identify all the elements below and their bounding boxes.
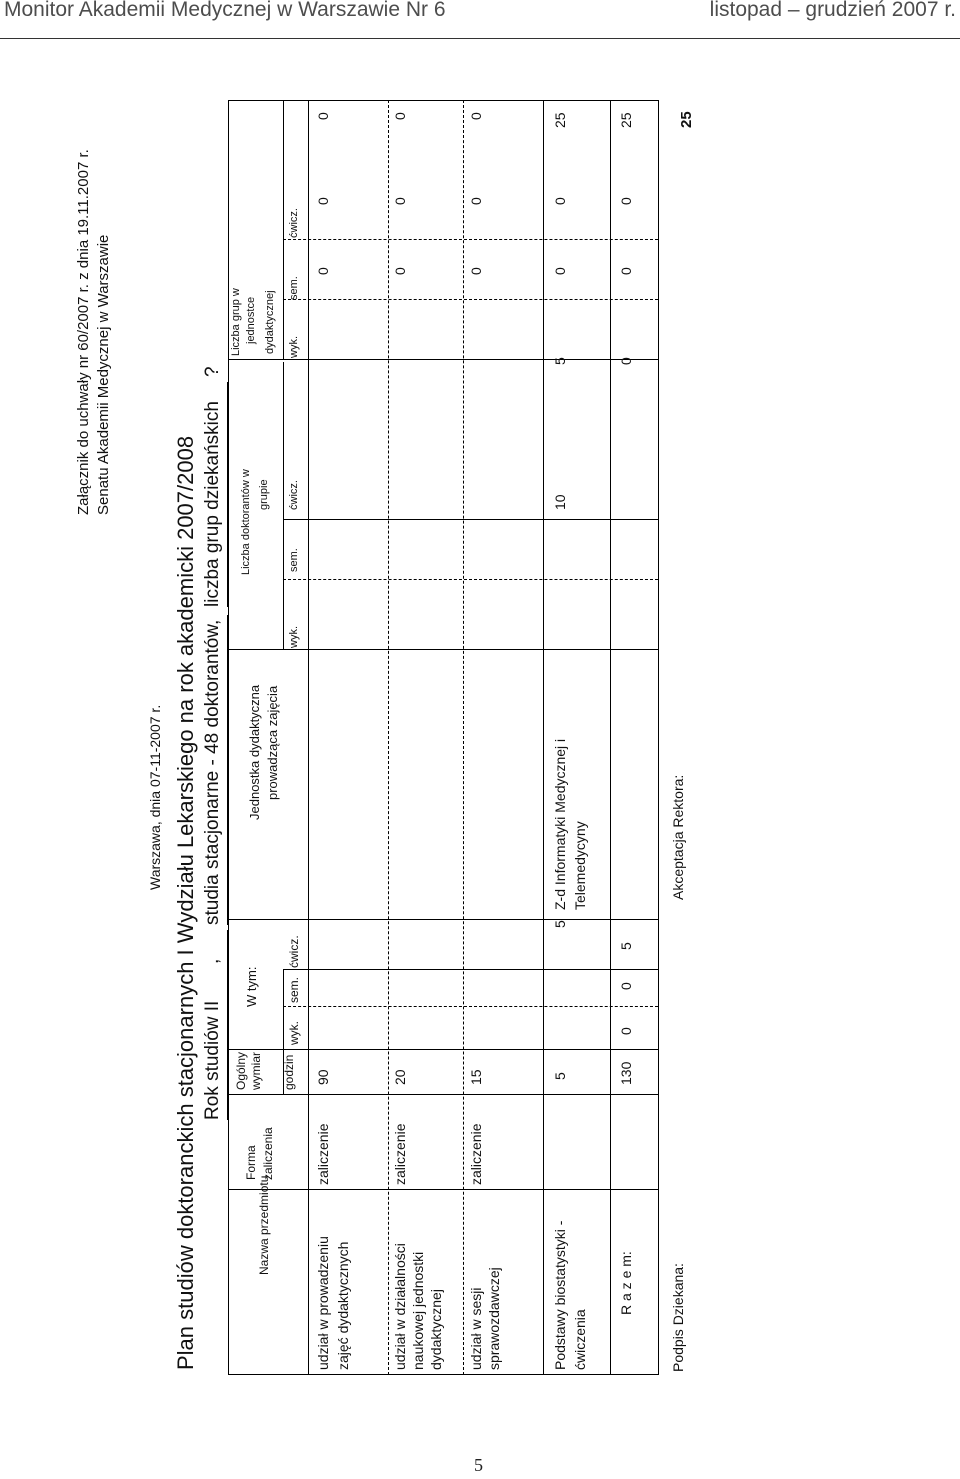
total-groups-wyk: 0 [618, 357, 634, 365]
study-mode: studia stacjonarne - 48 doktorantów, [202, 619, 223, 925]
sum-value: 25 [678, 111, 695, 128]
dean-groups-mark: ? [202, 366, 223, 377]
row-subject-line-2: ćwiczenia [572, 1309, 588, 1370]
row-groups-wyk: 0 [392, 267, 408, 275]
header-groups-unit-2: jednostce [245, 296, 257, 344]
col-border-wyk-sem [283, 1006, 658, 1007]
row-separator-3 [543, 100, 544, 1375]
total-groups-sem: 0 [618, 267, 634, 275]
row-subject-line-2: naukowej jednostki [410, 1251, 426, 1370]
row-total: 5 [552, 1072, 568, 1080]
total-cwicz: 5 [618, 942, 634, 950]
row-separator-2 [463, 100, 464, 1375]
total-label: R a z e m: [618, 1251, 634, 1315]
row-subject-line-1: udział w działalności [392, 1243, 408, 1370]
total-wyk: 0 [618, 1027, 634, 1035]
row-form: zaliczenie [315, 1123, 331, 1185]
attachment-line-1: Załącznik do uchwały nr 60/2007 r. z dnia 19.11.2007 r. [75, 149, 92, 515]
row-groups-cwicz: 0 [392, 112, 408, 120]
dean-signature: Podpis Dziekana: [670, 1263, 686, 1372]
row-form: zaliczenie [392, 1123, 408, 1185]
journal-header [0, 0, 960, 39]
col-border-gu-wyk [283, 299, 658, 300]
page-number: 5 [474, 1455, 483, 1475]
row-unit-line-2: Telemedycyny [572, 821, 588, 910]
header-gu-wyk: wyk. [288, 336, 300, 358]
per-group-subheader-line [283, 362, 284, 650]
col-border-per-group [228, 359, 658, 360]
total-hours: 130 [618, 1061, 634, 1085]
col-border-left [228, 1374, 658, 1375]
col-border-right [228, 100, 658, 101]
header-gu-sem: sem. [288, 276, 300, 300]
row-total: 15 [468, 1069, 484, 1085]
header-bottom-border [308, 100, 309, 1375]
row-unit-line-1: Z-d Informatyki Medycznej i [552, 738, 568, 910]
row-form: zaliczenie [468, 1123, 484, 1185]
header-sem: sem. [287, 976, 301, 1003]
col-border-total [228, 1049, 658, 1050]
attachment-line-2: Senatu Akademii Medycznej w Warszawie [95, 234, 112, 515]
row-groups-cwicz: 0 [468, 112, 484, 120]
row-subject-line-2: zajęć dydaktycznych [335, 1241, 351, 1370]
row-groups-sem: 0 [315, 197, 331, 205]
row-per-group-cwicz: 10 [552, 494, 568, 510]
header-gu-cwicz: ćwicz. [288, 208, 300, 238]
header-of-which: W tym: [244, 966, 259, 1007]
total-groups-cwicz: 0 [618, 197, 634, 205]
place-date: Warszawa, dnia 07-11-2007 r. [147, 704, 163, 890]
plan-title: Plan studiów doktoranckich stacjonarnych I Wydziału Lekarskiego na rok akademicki 2007/2008 [173, 435, 198, 1370]
row-groups-cwicz: 0 [315, 112, 331, 120]
row-separator-1 [388, 100, 389, 1375]
header-groups-unit-3: dydaktycznej [264, 290, 276, 354]
header-cwicz: ćwicz. [287, 935, 301, 968]
header-unit-2: prowadząca zajęcia [265, 685, 280, 800]
study-year-separator: , [202, 958, 223, 964]
row-groups-wyk: 0 [552, 267, 568, 275]
row-total: 90 [315, 1069, 331, 1085]
header-form-1: Forma [244, 1145, 258, 1180]
col-border-pg-sem [283, 519, 658, 520]
header-per-group-1: Liczba doktorantów w [240, 469, 252, 575]
header-total-3: godzin [282, 1054, 296, 1090]
header-wyk: wyk. [287, 1021, 301, 1045]
header-pg-sem: sem. [288, 548, 300, 572]
row-subject-line-1: udział w prowadzeniu [315, 1236, 331, 1370]
col-border-sem-cwicz [283, 969, 658, 970]
issue-date: listopad – grudzień 2007 r. [709, 0, 956, 21]
header-groups-unit-1: Liczba grup w [230, 288, 242, 356]
total-sem: 0 [618, 982, 634, 990]
header-pg-cwicz: ćwicz. [288, 480, 300, 510]
col-border-subject [228, 1189, 658, 1190]
col-border-pg-wyk [283, 579, 658, 580]
header-per-group-2: grupie [258, 479, 270, 510]
total-right-value: 25 [618, 112, 634, 128]
row-groups-sem: 0 [468, 197, 484, 205]
journal-title: Monitor Akademii Medycznej w Warszawie Nr 6 [4, 0, 446, 21]
rector-acceptance: Akceptacja Rektora: [670, 774, 686, 900]
header-total-1: Ogólny [234, 1051, 248, 1090]
col-border-unit [228, 649, 658, 650]
row-groups-sem: 0 [552, 197, 568, 205]
rotated-study-plan-scan [70, 100, 710, 1390]
row-groups-wyk: 0 [468, 267, 484, 275]
table-top-border [228, 100, 229, 1375]
table-bottom-border [658, 100, 659, 1375]
header-total-2: wymiar [249, 1052, 263, 1090]
col-border-gu-sem [283, 239, 658, 240]
row-subject-line-3: dydaktycznej [428, 1289, 444, 1370]
groups-unit-subheader-line [283, 100, 284, 360]
row-groups-cwicz-count: 5 [552, 357, 568, 365]
row-right-value: 25 [552, 112, 568, 128]
row-groups-wyk: 0 [315, 267, 331, 275]
header-pg-wyk: wyk. [288, 626, 300, 648]
row-groups-sem: 0 [392, 197, 408, 205]
row-subject-line-1: udział w sesji [468, 1287, 484, 1370]
row-cwicz-hours: 5 [552, 920, 568, 928]
header-subject: Nazwa przedmiotu [257, 1175, 271, 1275]
col-border-form [228, 1094, 658, 1095]
col-border-hours [228, 919, 658, 920]
header-unit-1: Jednostka dydaktyczna [247, 684, 262, 820]
row-subject-line-1: Podstawy biostatystyki - [552, 1220, 568, 1370]
dean-groups-label: liczba grup dziekańskich [202, 401, 223, 607]
total-row-top [610, 100, 611, 1375]
row-subject-line-2: sprawozdawczej [486, 1267, 502, 1370]
row-total: 20 [392, 1069, 408, 1085]
study-year-label: Rok studiów II [202, 1000, 223, 1120]
header-form-2: zaliczenia [261, 1127, 275, 1180]
